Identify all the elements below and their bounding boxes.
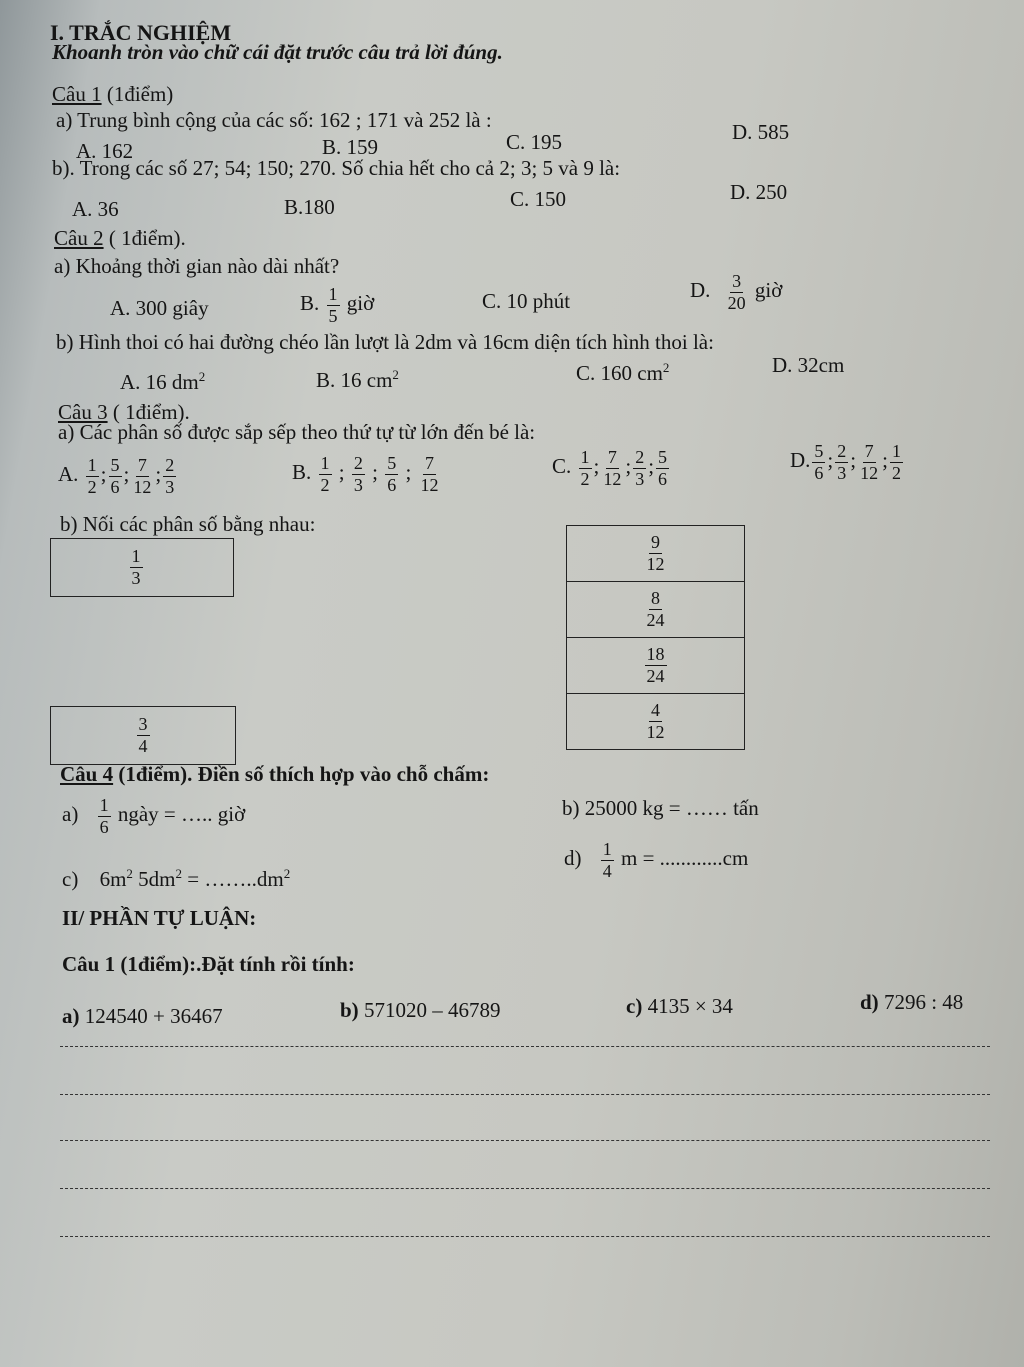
numerator: 7 [864, 441, 874, 461]
fraction [98, 796, 111, 837]
calc-a-label: a) [62, 1004, 80, 1028]
q2-a-option-b[interactable] [300, 285, 374, 326]
q2-a-option-b-unit: giờ [346, 291, 375, 316]
fraction [131, 456, 153, 497]
q2-a-option-c[interactable]: C. 10 phút [482, 289, 571, 313]
numerator: 1 [328, 284, 338, 304]
numerator: 5 [658, 447, 668, 467]
q1-a-option-a[interactable]: A. 162 [76, 139, 134, 163]
q4-a-text[interactable]: ngày = ….. giờ [117, 802, 246, 827]
calc-b-expr: 571020 – 46789 [358, 998, 501, 1022]
denominator: 2 [320, 474, 330, 495]
separator: ; [155, 462, 162, 487]
denominator: 24 [646, 666, 665, 686]
exponent: 2 [392, 367, 399, 382]
q2-a-option-a[interactable]: A. 300 giây [110, 296, 209, 320]
q1-b-option-c[interactable]: C. 150 [510, 187, 567, 211]
q3-a-option-b[interactable] [292, 454, 443, 495]
match-right-cell-1[interactable] [567, 526, 744, 582]
numerator: 1 [320, 453, 330, 473]
q2-b-option-a[interactable] [120, 369, 205, 395]
match-left-box-2[interactable] [50, 706, 236, 765]
q2-heading: Câu 2 [54, 226, 104, 250]
q2-b-option-d[interactable]: D. 32cm [772, 353, 845, 377]
q1-a-option-b[interactable]: B. 159 [322, 135, 379, 159]
fraction [633, 448, 646, 489]
numerator: 1 [602, 839, 612, 859]
numerator: 7 [137, 455, 147, 475]
fraction [645, 645, 667, 686]
q3-a-option-c[interactable] [552, 448, 671, 489]
fraction [645, 701, 667, 742]
fraction [890, 442, 903, 483]
denominator: 3 [131, 568, 141, 588]
fraction [858, 442, 880, 483]
calc-d-expr: 7296 : 48 [878, 990, 964, 1014]
numerator: 1 [87, 455, 97, 475]
q4-d[interactable] [564, 840, 748, 881]
separator: ; [882, 448, 888, 473]
denominator: 2 [580, 468, 590, 489]
denominator: 6 [110, 476, 120, 497]
exponent: 2 [175, 866, 183, 881]
separator: ; [372, 460, 378, 485]
q3-heading: Câu 3 [58, 400, 108, 424]
q2-header [54, 226, 186, 251]
numerator: 3 [138, 714, 148, 735]
section1-title: I. TRẮC NGHIỆM [50, 20, 232, 45]
fraction [579, 448, 592, 489]
calc-c [626, 994, 733, 1019]
denominator: 3 [165, 476, 175, 497]
separator: ; [123, 462, 130, 487]
fraction [109, 456, 122, 497]
calc-b-label: b) [340, 998, 359, 1022]
fraction [352, 454, 365, 495]
fraction [835, 442, 848, 483]
separator: ; [100, 462, 107, 487]
numerator: 5 [110, 455, 120, 475]
numerator: 2 [837, 441, 847, 461]
q4-c-label: c) [62, 867, 79, 891]
denominator: 6 [99, 816, 109, 837]
q2-a-option-b-label: B. [300, 291, 320, 316]
denominator: 3 [635, 468, 645, 489]
calc-c-label: c) [626, 994, 643, 1018]
option-label: C. [552, 454, 572, 479]
numerator: 1 [891, 441, 901, 461]
denominator: 12 [646, 554, 665, 574]
fraction [726, 272, 748, 313]
numerator: 7 [607, 447, 617, 467]
fraction [327, 285, 340, 326]
q2-a-option-d-label: D. [690, 278, 711, 303]
q4-c-text-2: 5dm [132, 867, 176, 891]
exponent: 2 [283, 866, 291, 881]
denominator: 12 [603, 468, 622, 489]
section2-q1-prompt: Câu 1 (1điểm):.Đặt tính rồi tính: [62, 952, 355, 976]
q1-a-prompt: a) Trung bình cộng của các số: 162 ; 171 và 252 là : [56, 108, 492, 132]
option-label: B. [292, 460, 312, 485]
denominator: 4 [138, 736, 148, 756]
calc-c-expr: 4135 × 34 [642, 994, 733, 1018]
q2-b-option-b[interactable] [316, 367, 399, 393]
fraction [601, 840, 614, 881]
denominator: 12 [646, 722, 665, 742]
fraction [385, 454, 398, 495]
denominator: 3 [837, 462, 847, 483]
numerator: 1 [131, 546, 141, 567]
q1-b-option-d[interactable]: D. 250 [730, 180, 788, 204]
q3-b-prompt: b) Nối các phân số bằng nhau: [60, 512, 316, 536]
exponent: 2 [126, 866, 133, 881]
denominator: 2 [891, 462, 901, 483]
q4-rest: (1điểm). Điền số thích hợp vào chỗ chấm: [113, 762, 490, 786]
q3-points: ( 1điểm). [107, 400, 190, 424]
numerator: 1 [580, 447, 590, 467]
match-right-cell-2[interactable] [567, 582, 744, 638]
q1-heading: Câu 1 [52, 82, 102, 106]
q1-points: (1điểm) [101, 82, 174, 106]
numerator: 2 [635, 447, 645, 467]
calc-b [340, 998, 500, 1023]
calc-d [860, 990, 963, 1015]
denominator: 12 [133, 476, 152, 497]
denominator: 6 [658, 468, 668, 489]
denominator: 2 [87, 476, 97, 497]
fraction [319, 454, 332, 495]
q1-b-option-a[interactable]: A. 36 [72, 197, 119, 221]
numerator: 2 [165, 455, 175, 475]
numerator: 18 [646, 644, 665, 665]
match-right-column [566, 525, 745, 750]
q4-c-text-1: 6m [99, 867, 127, 891]
q2-b-prompt: b) Hình thoi có hai đường chéo lần lượt là 2dm và 16cm diện tích hình thoi là: [56, 330, 714, 354]
numerator: 5 [387, 453, 397, 473]
section1-instruction: Khoanh tròn vào chữ cái đặt trước câu trả lời đúng. [52, 40, 503, 64]
separator: ; [648, 454, 655, 479]
fraction [812, 442, 825, 483]
q1-header [52, 82, 173, 107]
separator: ; [405, 460, 412, 485]
fraction [163, 456, 176, 497]
q4-heading: Câu 4 [60, 762, 114, 786]
q1-b-option-b[interactable]: B.180 [284, 195, 335, 219]
q2-b-option-b-text: B. 16 cm [316, 368, 393, 392]
numerator: 3 [732, 271, 742, 291]
match-right-cell-4[interactable] [567, 694, 744, 749]
answer-line-1[interactable] [60, 1046, 990, 1047]
q1-b-prompt: b). Trong các số 27; 54; 150; 270. Số chia hết cho cả 2; 3; 5 và 9 là: [52, 156, 621, 180]
denominator: 6 [387, 474, 397, 495]
separator: ; [625, 454, 632, 479]
numerator: 8 [651, 588, 660, 609]
numerator: 7 [425, 453, 435, 473]
numerator: 5 [814, 441, 824, 461]
q2-b-option-c[interactable] [576, 360, 669, 386]
answer-line-2[interactable] [60, 1094, 990, 1095]
fraction [130, 547, 143, 588]
q4-c[interactable] [62, 866, 290, 892]
fraction [601, 448, 623, 489]
q2-a-prompt: a) Khoảng thời gian nào dài nhất? [54, 254, 340, 278]
separator: ; [593, 454, 600, 479]
exponent: 2 [662, 360, 670, 375]
q4-a-label: a) [62, 802, 79, 827]
fraction [137, 715, 150, 756]
separator: ; [850, 448, 857, 473]
option-label: D. [790, 448, 811, 473]
q4-a [62, 796, 245, 837]
answer-line-3[interactable] [60, 1140, 990, 1141]
separator: ; [827, 448, 834, 473]
denominator: 6 [814, 462, 824, 483]
q2-a-option-d-unit: giờ [754, 278, 783, 303]
option-label: A. [58, 462, 79, 487]
q1-a-option-c[interactable]: C. 195 [506, 130, 563, 154]
exponent: 2 [198, 369, 206, 384]
numerator: 9 [651, 532, 660, 553]
denominator: 3 [353, 474, 363, 495]
q3-a-option-a[interactable] [58, 456, 178, 497]
q4-header [60, 762, 489, 787]
match-right-cell-3[interactable] [567, 638, 744, 694]
match-left-box-1[interactable] [50, 538, 234, 597]
answer-line-5[interactable] [60, 1236, 990, 1237]
q1-a-option-d[interactable]: D. 585 [732, 120, 790, 144]
q4-b[interactable]: b) 25000 kg = …… tấn [562, 796, 759, 820]
numerator: 2 [353, 453, 363, 473]
answer-line-4[interactable] [60, 1188, 990, 1189]
calc-a-expr: 124540 + 36467 [79, 1004, 223, 1028]
q4-d-label: d) [564, 846, 582, 871]
denominator: 12 [860, 462, 879, 483]
q2-b-option-a-text: A. 16 dm [120, 370, 199, 394]
denominator: 12 [420, 474, 439, 495]
calc-d-label: d) [860, 990, 879, 1014]
denominator: 5 [328, 305, 338, 326]
numerator: 4 [651, 700, 660, 721]
q2-points: ( 1điểm). [103, 226, 186, 250]
calc-a [62, 1004, 223, 1029]
fraction [645, 533, 667, 574]
q4-d-text: m = ............cm [621, 846, 749, 871]
denominator: 20 [727, 292, 746, 313]
denominator: 4 [602, 860, 612, 881]
q2-a-option-d[interactable] [690, 272, 782, 313]
fraction [656, 448, 669, 489]
q4-c-text-3: = ……..dm [182, 867, 284, 891]
numerator: 1 [99, 795, 109, 815]
q3-a-prompt: a) Các phân số được sắp sếp theo thứ tự từ lớn đến bé là: [58, 420, 536, 444]
q2-b-option-c-text: C. 160 cm [576, 361, 663, 385]
fraction [86, 456, 99, 497]
fraction [645, 589, 667, 630]
q3-a-option-d[interactable] [790, 442, 905, 483]
section2-title: II/ PHẦN TỰ LUẬN: [62, 906, 257, 930]
separator: ; [338, 460, 345, 485]
fraction [419, 454, 441, 495]
denominator: 24 [646, 610, 665, 630]
